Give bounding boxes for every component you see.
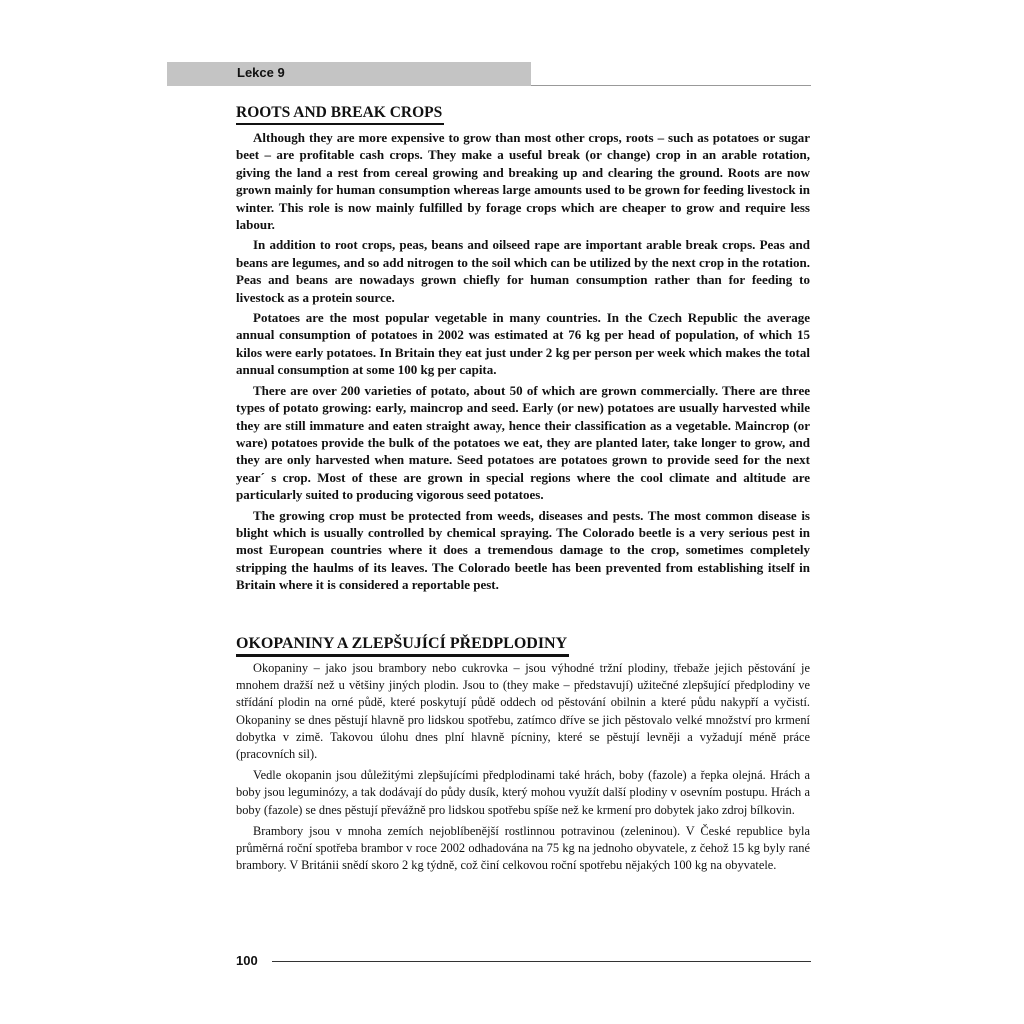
paragraph-en-2: In addition to root crops, peas, beans and oilseed rape are important arable break crops. Peas and beans are legumes, and so add nitrogen to the soil which can be utilized by the next crop in the rotation. Peas and beans are nowadays grown chiefly for human consumption rather than for feeding to livestock as a protein source. bbox=[236, 237, 810, 305]
section-heading-roots: ROOTS AND BREAK CROPS bbox=[236, 103, 444, 125]
paragraph-cz-1: Okopaniny – jako jsou brambory nebo cukrovka – jsou výhodné tržní plodiny, třebaže jejich pěstování je mnohem dražší než u většiny jiných plodin. Jsou to (they make – představují) užitečné zlepšující předplodiny ve střídání plodin na orné půdě, které poskytují půdě oddech od pěstování obilnin a které půdu nakypří a vyčistí. Okopaniny se dnes pěstují hlavně pro lidskou spotřebu, zatímco dříve se jich pěstovalo velké množství pro krmení dobytka v zimě. Takovou úlohu dnes plní hlavně pícniny, které se pěstují levněji a vyžadují méně práce (pracovních sil). bbox=[236, 661, 810, 762]
paragraph-cz-3: Brambory jsou v mnoha zemích nejoblíbenější rostlinnou potravinou (zeleninou). V České republice byla průměrná roční spotřeba brambor v roce 2002 odhadována na 75 kg na jednoho obyvatele, z čehož 15 kg byly rané brambory. V Británii snědí skoro 2 kg týdně, což činí celkovou roční spotřebu nějakých 100 kg na obyvatele. bbox=[236, 823, 810, 873]
section-english bbox=[236, 103, 810, 594]
section-heading-okopaniny: OKOPANINY A ZLEPŠUJÍCÍ PŘEDPLODINY bbox=[236, 634, 569, 657]
section-czech bbox=[236, 634, 810, 874]
paragraph-cz-2: Vedle okopanin jsou důležitými zlepšujícími předplodinami také hrách, boby (fazole) a řepka olejná. Hrách a boby jsou leguminózy, a tak dodávají do půdy dusík, který mohou využít další plodiny v osevním postupu. Hrách a boby (fazole) se dnes pěstují převážně pro lidskou spotřebu spíše než ke krmení pro dobytek jako zdroj bílkovin. bbox=[236, 768, 810, 817]
lesson-label: Lekce 9 bbox=[237, 65, 285, 80]
paragraph-en-3: Potatoes are the most popular vegetable in many countries. In the Czech Republic the average annual consumption of potatoes in 2002 was estimated at 76 kg per head of population, of which 15 kilos were early potatoes. In Britain they eat just under 2 kg per person per week which makes the total annual consumption at some 100 kg per capita. bbox=[236, 310, 810, 378]
header-rule bbox=[531, 85, 811, 86]
footer-rule bbox=[272, 961, 811, 962]
page-number: 100 bbox=[236, 953, 258, 968]
paragraph-en-1: Although they are more expensive to grow than most other crops, roots – such as potatoes or sugar beet – are profitable cash crops. They make a useful break (or change) crop in an arable rotation, giving the land a rest from cereal growing and breaking up and clearing the ground. Roots are now grown mainly for human consumption whereas large amounts used to be grown for feeding livestock in winter. This role is now mainly fulfilled by forage crops which are cheaper to grow and require less labour. bbox=[236, 130, 810, 233]
paragraph-en-5: The growing crop must be protected from weeds, diseases and pests. The most common disease is blight which is usually controlled by chemical spraying. The Colorado beetle is a very serious pest in most European countries where it does a tremendous damage to the crop, sometimes completely stripping the haulms of its leaves. The Colorado beetle has been prevented from establishing itself in Britain where it is considered a reportable pest. bbox=[236, 507, 810, 593]
lesson-header-bar bbox=[167, 62, 531, 86]
paragraph-en-4: There are over 200 varieties of potato, about 50 of which are grown commercially. There are three types of potato growing: early, maincrop and seed. Early (or new) potatoes are usually harvested while they are still immature and eaten straight away, hence their classification as a vegetable. Maincrop (or ware) potatoes provide the bulk of the potatoes we eat, they are planted later, take longer to grow, and they are only harvested when mature. Seed potatoes are potatoes grown to provide seed for the next year´ s crop. Most of these are grown in special regions where the cool climate and altitude are particularly suited to producing vigorous seed potatoes. bbox=[236, 382, 810, 503]
